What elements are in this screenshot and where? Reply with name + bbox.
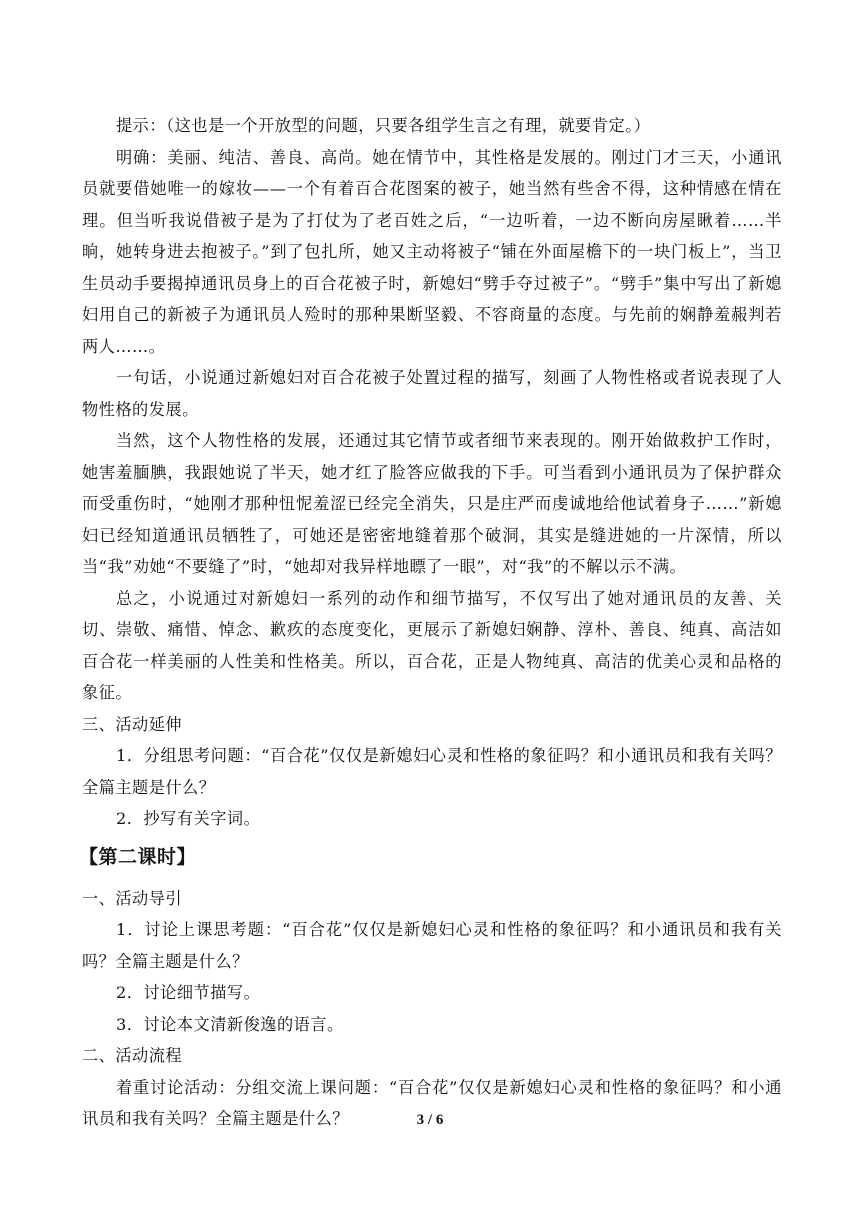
section-heading-extension: 三、活动延伸 bbox=[82, 714, 183, 734]
development-paragraph: 当然，这个人物性格的发展，还通过其它情节或者细节来表现的。刚开始做救护工作时，她害羞腼腆，我跟她说了半天，她才红了脸答应做我的下手。可当看到小通讯员为了保护群众而受重伤时，“她刚才那种忸怩羞涩已经完全消失，只是庄严而虔诚地给他试着身子……”新媳妇已经知道通讯员牺牲了，可她还是密密地缝着那个破洞，其实是缝进她的一片深情，所以当“我”劝她“不要缝了”时，“她却对我异样地瞟了一眼”，对“我”的不解以示不满。 bbox=[82, 431, 782, 576]
extension-item-1: 1．分组思考问题：“百合花”仅仅是新媳妇心灵和性格的象征吗？和小通讯员和我有关吗？全篇主题是什么？ bbox=[82, 746, 782, 797]
process-paragraph: 着重讨论活动：分组交流上课问题：“百合花”仅仅是新媳妇心灵和性格的象征吗？和小通讯员和我有关吗？全篇主题是什么？ bbox=[82, 1077, 782, 1128]
lesson-title: 【第二课时】 bbox=[79, 845, 197, 868]
section-heading-guide: 一、活动导引 bbox=[82, 888, 183, 908]
conclusion-paragraph: 总之，小说通过对新媳妇一系列的动作和细节描写，不仅写出了她对通讯员的友善、关切、崇敬、痛惜、悼念、歉疚的态度变化，更展示了新媳妇娴静、淳朴、善良、纯真、高洁如百合花一样美丽的人性美和性格美。所以，百合花，正是人物纯真、高洁的优美心灵和品格的象征。 bbox=[82, 588, 782, 702]
guide-item-2: 2．讨论细节描写。 bbox=[116, 983, 261, 1002]
clarify-paragraph: 明确：美丽、纯洁、善良、高尚。她在情节中，其性格是发展的。刚过门才三天，小通讯员就要借她唯一的嫁妆——一个有着百合花图案的被子，她当然有些舍不得，这种情感在情在理。但当听我说借被子是为了打仗为了老百姓之后，“一边听着，一边不断向房屋瞅着……半晌，她转身进去抱被子。”到了包扎所，她又主动将被子“铺在外面屋檐下的一块门板上”，当卫生员动手要揭掉通讯员身上的百合花被子时，新媳妇“劈手夺过被子”。“劈手”集中写出了新媳妇用自己的新被子为通讯员人殓时的那种果断坚毅、不容商量的态度。与先前的娴静羞赧判若两人……。 bbox=[82, 147, 782, 356]
document-body bbox=[79, 110, 782, 1135]
page-number: 3 / 6 bbox=[416, 1112, 444, 1128]
summary-paragraph: 一句话，小说通过新媳妇对百合花被子处置过程的描写，刻画了人物性格或者说表现了人物性格的发展。 bbox=[82, 368, 782, 419]
extension-item-2: 2．抄写有关字词。 bbox=[116, 809, 261, 828]
guide-item-1: 1．讨论上课思考题：“百合花”仅仅是新媳妇心灵和性格的象征吗？和小通讯员和我有关吗？全篇主题是什么？ bbox=[82, 920, 782, 971]
section-heading-process: 二、活动流程 bbox=[82, 1046, 183, 1065]
hint-paragraph: 提示：（这也是一个开放型的问题，只要各组学生言之有理，就要肯定。） bbox=[116, 116, 651, 135]
guide-item-3: 3．讨论本文清新俊逸的语言。 bbox=[116, 1014, 344, 1034]
